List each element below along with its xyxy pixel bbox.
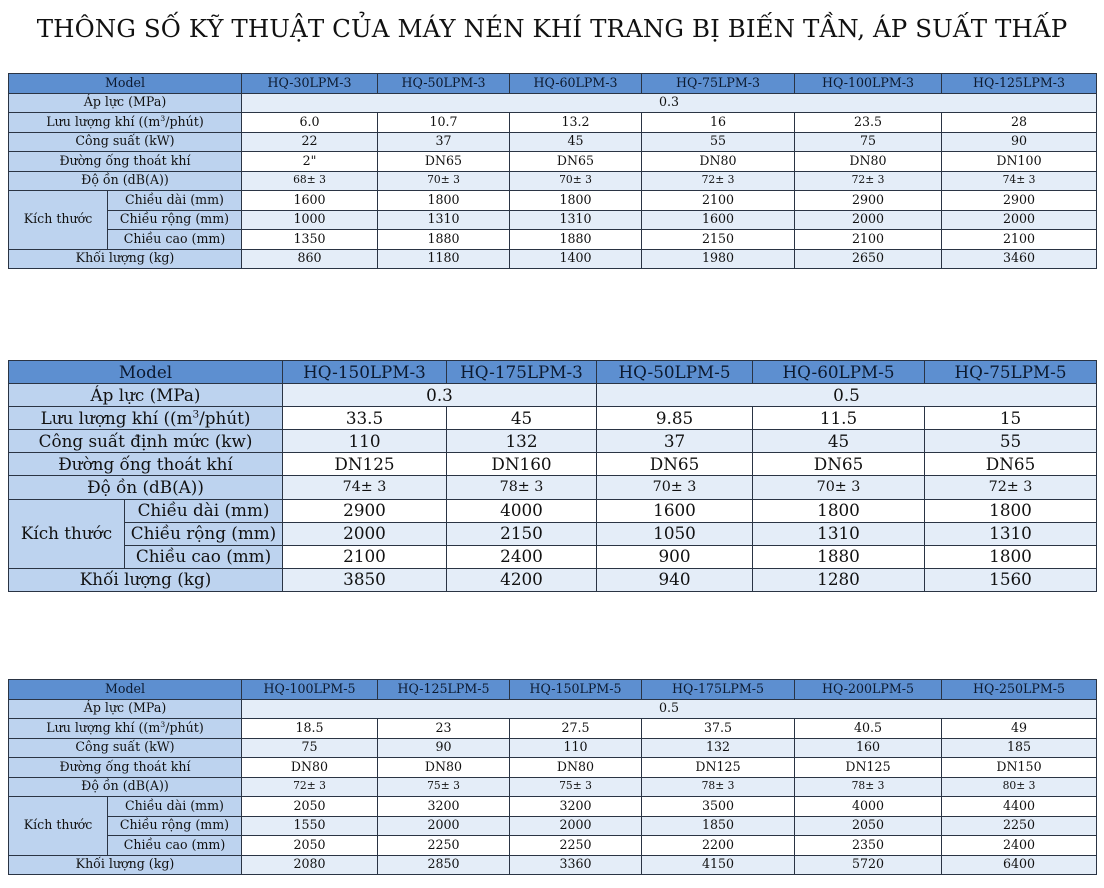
pipe-value: DN65 [378, 152, 510, 172]
height-value: 2400 [942, 836, 1097, 856]
noise-value: 72± 3 [795, 171, 942, 191]
width-value: 1550 [242, 816, 378, 836]
power-value: 45 [753, 430, 925, 453]
width-label: Chiều rộng (mm) [125, 522, 283, 545]
power-value: 110 [283, 430, 447, 453]
height-row [9, 545, 1097, 568]
height-value: 2200 [642, 836, 795, 856]
length-label: Chiều dài (mm) [108, 797, 242, 817]
width-value: 1050 [597, 522, 753, 545]
power-label: Công suất (kW) [9, 132, 242, 152]
length-label: Chiều dài (mm) [108, 191, 242, 211]
noise-label: Độ ồn (dB(A)) [9, 171, 242, 191]
length-value: 2900 [795, 191, 942, 211]
pipe-value: DN125 [642, 758, 795, 778]
length-value: 2050 [242, 797, 378, 817]
width-value: 2000 [378, 816, 510, 836]
pipe-row [9, 453, 1097, 476]
model-name: HQ-60LPM-5 [753, 361, 925, 384]
noise-value: 72± 3 [642, 171, 795, 191]
width-value: 2000 [795, 210, 942, 230]
flow-value: 6.0 [242, 113, 378, 133]
weight-row [9, 855, 1097, 875]
flow-value: 15 [925, 407, 1097, 430]
model-row [9, 74, 1097, 94]
size-label: Kích thước [9, 191, 108, 250]
height-value: 2100 [942, 230, 1097, 250]
pipe-row [9, 758, 1097, 778]
flow-value: 16 [642, 113, 795, 133]
pipe-value: DN80 [242, 758, 378, 778]
pipe-value: DN65 [925, 453, 1097, 476]
flow-value: 10.7 [378, 113, 510, 133]
noise-value: 75± 3 [378, 777, 510, 797]
pipe-value: DN100 [942, 152, 1097, 172]
weight-value: 2080 [242, 855, 378, 875]
flow-value: 28 [942, 113, 1097, 133]
flow-value: 37.5 [642, 719, 795, 739]
pressure-row [9, 93, 1097, 113]
height-label: Chiều cao (mm) [108, 836, 242, 856]
power-value: 37 [378, 132, 510, 152]
model-name: HQ-250LPM-5 [942, 680, 1097, 700]
pipe-value: DN80 [510, 758, 642, 778]
pipe-value: DN150 [942, 758, 1097, 778]
model-label: Model [9, 361, 283, 384]
model-row [9, 680, 1097, 700]
width-value: 1600 [642, 210, 795, 230]
pipe-value: DN65 [753, 453, 925, 476]
power-value: 132 [642, 738, 795, 758]
height-value: 900 [597, 545, 753, 568]
power-value: 132 [447, 430, 597, 453]
model-name: HQ-100LPM-5 [242, 680, 378, 700]
power-value: 22 [242, 132, 378, 152]
weight-value: 3850 [283, 568, 447, 591]
height-value: 2400 [447, 545, 597, 568]
pipe-value: DN125 [283, 453, 447, 476]
height-row [9, 836, 1097, 856]
pressure-value: 0.3 [283, 384, 597, 407]
height-value: 1880 [378, 230, 510, 250]
pipe-value: DN65 [510, 152, 642, 172]
width-value: 1310 [510, 210, 642, 230]
pipe-value: DN80 [378, 758, 510, 778]
model-name: HQ-150LPM-5 [510, 680, 642, 700]
weight-label: Khối lượng (kg) [9, 855, 242, 875]
length-value: 1800 [925, 499, 1097, 522]
height-value: 2050 [242, 836, 378, 856]
flow-label: Lưu lượng khí ($(m^3/phút)$ [9, 719, 242, 739]
noise-value: 74± 3 [283, 476, 447, 499]
height-value: 2100 [795, 230, 942, 250]
length-value: 2100 [642, 191, 795, 211]
width-value: 2250 [942, 816, 1097, 836]
length-value: 1800 [510, 191, 642, 211]
width-value: 1310 [753, 522, 925, 545]
flow-row [9, 407, 1097, 430]
flow-value: 27.5 [510, 719, 642, 739]
length-value: 1800 [753, 499, 925, 522]
height-value: 1880 [753, 545, 925, 568]
noise-value: 70± 3 [753, 476, 925, 499]
weight-value: 4150 [642, 855, 795, 875]
noise-row [9, 476, 1097, 499]
width-row [9, 522, 1097, 545]
power-value: 55 [925, 430, 1097, 453]
length-row [9, 499, 1097, 522]
power-label: Công suất (kW) [9, 738, 242, 758]
weight-value: 5720 [795, 855, 942, 875]
width-row [9, 210, 1097, 230]
noise-value: 75± 3 [510, 777, 642, 797]
pipe-value: DN80 [795, 152, 942, 172]
pressure-label: Áp lực (MPa) [9, 384, 283, 407]
spec-table-3 [8, 679, 1097, 875]
length-row [9, 797, 1097, 817]
flow-value: 9.85 [597, 407, 753, 430]
model-name: HQ-50LPM-5 [597, 361, 753, 384]
weight-value: 3460 [942, 249, 1097, 269]
height-value: 2100 [283, 545, 447, 568]
noise-value: 72± 3 [242, 777, 378, 797]
page-title: THÔNG SỐ KỸ THUẬT CỦA MÁY NÉN KHÍ TRANG BỊ BIẾN TẦN, ÁP SUẤT THẤP [36, 14, 1068, 43]
noise-row [9, 777, 1097, 797]
length-row [9, 191, 1097, 211]
width-value: 2000 [942, 210, 1097, 230]
pipe-value: DN160 [447, 453, 597, 476]
flow-label: Lưu lượng khí ($(m^3/phút)$ [9, 407, 283, 430]
pipe-value: DN65 [597, 453, 753, 476]
weight-label: Khối lượng (kg) [9, 568, 283, 591]
weight-row [9, 249, 1097, 269]
pressure-row [9, 699, 1097, 719]
power-value: 55 [642, 132, 795, 152]
width-value: 1310 [925, 522, 1097, 545]
width-row [9, 816, 1097, 836]
length-value: 2900 [283, 499, 447, 522]
length-value: 4400 [942, 797, 1097, 817]
pressure-label: Áp lực (MPa) [9, 93, 242, 113]
flow-label: Lưu lượng khí ($(m^3/phút)$ [9, 113, 242, 133]
power-value: 45 [510, 132, 642, 152]
power-row [9, 430, 1097, 453]
length-value: 2900 [942, 191, 1097, 211]
length-value: 1600 [242, 191, 378, 211]
model-label: Model [9, 74, 242, 94]
flow-value: 49 [942, 719, 1097, 739]
pressure-value: 0.3 [242, 93, 1097, 113]
power-row [9, 738, 1097, 758]
length-value: 3500 [642, 797, 795, 817]
noise-value: 78± 3 [795, 777, 942, 797]
pipe-value: DN80 [642, 152, 795, 172]
weight-label: Khối lượng (kg) [9, 249, 242, 269]
height-label: Chiều cao (mm) [125, 545, 283, 568]
pressure-value: 0.5 [597, 384, 1097, 407]
weight-value: 860 [242, 249, 378, 269]
model-name: HQ-200LPM-5 [795, 680, 942, 700]
model-row [9, 361, 1097, 384]
noise-label: Độ ồn (dB(A)) [9, 777, 242, 797]
weight-value: 1400 [510, 249, 642, 269]
power-value: 185 [942, 738, 1097, 758]
height-label: Chiều cao (mm) [108, 230, 242, 250]
weight-value: 3360 [510, 855, 642, 875]
flow-row [9, 113, 1097, 133]
weight-value: 1180 [378, 249, 510, 269]
width-value: 1850 [642, 816, 795, 836]
height-value: 1800 [925, 545, 1097, 568]
model-name: HQ-100LPM-3 [795, 74, 942, 94]
weight-value: 6400 [942, 855, 1097, 875]
length-value: 3200 [378, 797, 510, 817]
power-label: Công suất định mức (kw) [9, 430, 283, 453]
pipe-label: Đường ống thoát khí [9, 758, 242, 778]
length-value: 4000 [447, 499, 597, 522]
spec-table-1 [8, 73, 1097, 269]
width-value: 1310 [378, 210, 510, 230]
model-name: HQ-75LPM-3 [642, 74, 795, 94]
noise-value: 68± 3 [242, 171, 378, 191]
weight-row [9, 568, 1097, 591]
model-label: Model [9, 680, 242, 700]
length-label: Chiều dài (mm) [125, 499, 283, 522]
length-value: 1800 [378, 191, 510, 211]
power-value: 90 [942, 132, 1097, 152]
model-name: HQ-60LPM-3 [510, 74, 642, 94]
size-label: Kích thước [9, 797, 108, 856]
noise-row [9, 171, 1097, 191]
power-value: 37 [597, 430, 753, 453]
height-row [9, 230, 1097, 250]
power-value: 160 [795, 738, 942, 758]
height-value: 1350 [242, 230, 378, 250]
power-value: 75 [242, 738, 378, 758]
weight-value: 1560 [925, 568, 1097, 591]
weight-value: 1980 [642, 249, 795, 269]
pipe-label: Đường ống thoát khí [9, 453, 283, 476]
noise-value: 80± 3 [942, 777, 1097, 797]
noise-value: 74± 3 [942, 171, 1097, 191]
spec-table-2 [8, 360, 1097, 592]
length-value: 3200 [510, 797, 642, 817]
flow-value: 40.5 [795, 719, 942, 739]
model-name: HQ-75LPM-5 [925, 361, 1097, 384]
model-name: HQ-30LPM-3 [242, 74, 378, 94]
width-value: 2000 [283, 522, 447, 545]
pipe-value: 2" [242, 152, 378, 172]
noise-value: 70± 3 [510, 171, 642, 191]
weight-value: 2650 [795, 249, 942, 269]
width-label: Chiều rộng (mm) [108, 816, 242, 836]
width-value: 2050 [795, 816, 942, 836]
width-label: Chiều rộng (mm) [108, 210, 242, 230]
power-value: 75 [795, 132, 942, 152]
noise-value: 78± 3 [642, 777, 795, 797]
size-label: Kích thước [9, 499, 125, 568]
model-name: HQ-175LPM-3 [447, 361, 597, 384]
weight-value: 940 [597, 568, 753, 591]
pipe-row [9, 152, 1097, 172]
weight-value: 2850 [378, 855, 510, 875]
pressure-value: 0.5 [242, 699, 1097, 719]
power-value: 110 [510, 738, 642, 758]
flow-value: 45 [447, 407, 597, 430]
noise-value: 70± 3 [378, 171, 510, 191]
noise-value: 72± 3 [925, 476, 1097, 499]
length-value: 4000 [795, 797, 942, 817]
weight-value: 4200 [447, 568, 597, 591]
flow-value: 23.5 [795, 113, 942, 133]
width-value: 2150 [447, 522, 597, 545]
flow-value: 13.2 [510, 113, 642, 133]
weight-value: 1280 [753, 568, 925, 591]
model-name: HQ-125LPM-5 [378, 680, 510, 700]
height-value: 1880 [510, 230, 642, 250]
flow-value: 11.5 [753, 407, 925, 430]
noise-value: 70± 3 [597, 476, 753, 499]
height-value: 2350 [795, 836, 942, 856]
model-name: HQ-150LPM-3 [283, 361, 447, 384]
power-row [9, 132, 1097, 152]
length-value: 1600 [597, 499, 753, 522]
flow-value: 18.5 [242, 719, 378, 739]
height-value: 2250 [510, 836, 642, 856]
pressure-label: Áp lực (MPa) [9, 699, 242, 719]
pipe-value: DN125 [795, 758, 942, 778]
flow-value: 33.5 [283, 407, 447, 430]
noise-value: 78± 3 [447, 476, 597, 499]
noise-label: Độ ồn (dB(A)) [9, 476, 283, 499]
model-name: HQ-50LPM-3 [378, 74, 510, 94]
pipe-label: Đường ống thoát khí [9, 152, 242, 172]
width-value: 1000 [242, 210, 378, 230]
height-value: 2250 [378, 836, 510, 856]
pressure-row [9, 384, 1097, 407]
width-value: 2000 [510, 816, 642, 836]
model-name: HQ-175LPM-5 [642, 680, 795, 700]
height-value: 2150 [642, 230, 795, 250]
power-value: 90 [378, 738, 510, 758]
flow-value: 23 [378, 719, 510, 739]
model-name: HQ-125LPM-3 [942, 74, 1097, 94]
flow-row [9, 719, 1097, 739]
